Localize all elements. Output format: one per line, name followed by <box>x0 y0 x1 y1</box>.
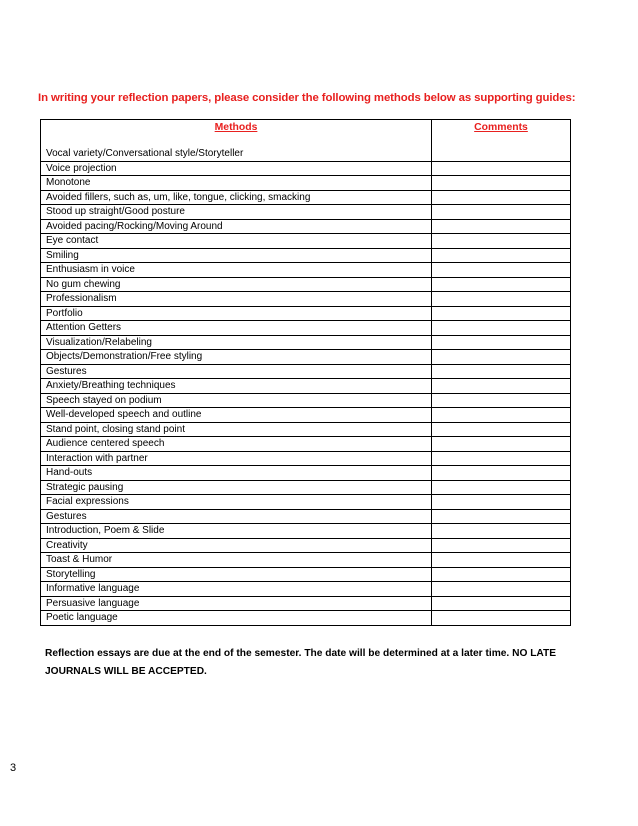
comments-spacer-cell <box>432 135 571 147</box>
method-cell: Creativity <box>41 538 432 553</box>
due-date-note: Reflection essays are due at the end of the semester. The date will be determined at a later time. NO LATE JOURNALS WILL BE ACCEPTED. <box>45 648 557 677</box>
table-header-row <box>41 120 571 136</box>
comment-cell[interactable] <box>432 321 571 336</box>
comment-cell[interactable] <box>432 277 571 292</box>
table-row <box>41 611 571 626</box>
method-cell: Stand point, closing stand point <box>41 422 432 437</box>
table-row <box>41 596 571 611</box>
comment-cell[interactable] <box>432 234 571 249</box>
table-row <box>41 451 571 466</box>
table-row <box>41 147 571 161</box>
comment-cell[interactable] <box>432 364 571 379</box>
method-cell: No gum chewing <box>41 277 432 292</box>
comment-cell[interactable] <box>432 379 571 394</box>
table-row <box>41 161 571 176</box>
comment-cell[interactable] <box>432 509 571 524</box>
page-number: 3 <box>10 762 17 774</box>
method-cell: Stood up straight/Good posture <box>41 205 432 220</box>
method-cell: Anxiety/Breathing techniques <box>41 379 432 394</box>
method-cell: Interaction with partner <box>41 451 432 466</box>
table-row <box>41 306 571 321</box>
comment-cell[interactable] <box>432 176 571 191</box>
method-cell: Enthusiasm in voice <box>41 263 432 278</box>
comment-cell[interactable] <box>432 205 571 220</box>
table-row <box>41 480 571 495</box>
method-cell: Visualization/Relabeling <box>41 335 432 350</box>
table-row <box>41 321 571 336</box>
method-cell: Avoided fillers, such as, um, like, tongue, clicking, smacking <box>41 190 432 205</box>
method-cell: Persuasive language <box>41 596 432 611</box>
table-row <box>41 422 571 437</box>
table-row <box>41 277 571 292</box>
comment-cell[interactable] <box>432 190 571 205</box>
method-cell: Monotone <box>41 176 432 191</box>
table-row <box>41 408 571 423</box>
method-cell: Storytelling <box>41 567 432 582</box>
table-row <box>41 292 571 307</box>
method-cell: Vocal variety/Conversational style/Storyteller <box>41 147 432 161</box>
comment-cell[interactable] <box>432 422 571 437</box>
comment-cell[interactable] <box>432 538 571 553</box>
table-row <box>41 263 571 278</box>
comment-cell[interactable] <box>432 553 571 568</box>
table-row <box>41 582 571 597</box>
method-cell: Portfolio <box>41 306 432 321</box>
method-cell: Speech stayed on podium <box>41 393 432 408</box>
comment-cell[interactable] <box>432 248 571 263</box>
table-row <box>41 466 571 481</box>
table-row <box>41 234 571 249</box>
comment-cell[interactable] <box>432 437 571 452</box>
table-row <box>41 176 571 191</box>
method-cell: Introduction, Poem & Slide <box>41 524 432 539</box>
table-row <box>41 524 571 539</box>
table-row <box>41 219 571 234</box>
method-cell: Objects/Demonstration/Free styling <box>41 350 432 365</box>
table-row <box>41 567 571 582</box>
comment-cell[interactable] <box>432 480 571 495</box>
comment-cell[interactable] <box>432 611 571 626</box>
method-cell: Gestures <box>41 509 432 524</box>
table-row <box>41 335 571 350</box>
methods-spacer-cell <box>41 135 432 147</box>
method-cell: Well-developed speech and outline <box>41 408 432 423</box>
comments-column-header: Comments <box>432 120 571 136</box>
comment-cell[interactable] <box>432 335 571 350</box>
method-cell: Hand-outs <box>41 466 432 481</box>
table-row <box>41 379 571 394</box>
header-spacer-row <box>41 135 571 147</box>
method-cell: Strategic pausing <box>41 480 432 495</box>
table-row <box>41 437 571 452</box>
table-row <box>41 205 571 220</box>
method-cell: Toast & Humor <box>41 553 432 568</box>
method-cell: Professionalism <box>41 292 432 307</box>
method-cell: Audience centered speech <box>41 437 432 452</box>
table-row <box>41 509 571 524</box>
comment-cell[interactable] <box>432 393 571 408</box>
table-row <box>41 364 571 379</box>
comment-cell[interactable] <box>432 350 571 365</box>
method-cell: Smiling <box>41 248 432 263</box>
method-cell: Informative language <box>41 582 432 597</box>
method-cell: Eye contact <box>41 234 432 249</box>
method-cell: Gestures <box>41 364 432 379</box>
comment-cell[interactable] <box>432 567 571 582</box>
method-cell: Attention Getters <box>41 321 432 336</box>
table-row <box>41 553 571 568</box>
table-row <box>41 538 571 553</box>
comment-cell[interactable] <box>432 161 571 176</box>
comment-cell[interactable] <box>432 292 571 307</box>
comment-cell[interactable] <box>432 524 571 539</box>
method-cell: Facial expressions <box>41 495 432 510</box>
method-cell: Avoided pacing/Rocking/Moving Around <box>41 219 432 234</box>
comment-cell[interactable] <box>432 219 571 234</box>
methods-table <box>40 119 571 626</box>
comment-cell[interactable] <box>432 466 571 481</box>
comment-cell[interactable] <box>432 306 571 321</box>
comment-cell[interactable] <box>432 408 571 423</box>
table-row <box>41 190 571 205</box>
comment-cell[interactable] <box>432 582 571 597</box>
comment-cell[interactable] <box>432 147 571 161</box>
comment-cell[interactable] <box>432 263 571 278</box>
table-row <box>41 393 571 408</box>
table-row <box>41 248 571 263</box>
comment-cell[interactable] <box>432 451 571 466</box>
method-cell: Poetic language <box>41 611 432 626</box>
table-row <box>41 495 571 510</box>
comment-cell[interactable] <box>432 495 571 510</box>
comment-cell[interactable] <box>432 596 571 611</box>
table-row <box>41 350 571 365</box>
method-cell: Voice projection <box>41 161 432 176</box>
methods-column-header: Methods <box>41 120 432 136</box>
instruction-heading: In writing your reflection papers, please consider the following methods below as supporting guides: <box>38 92 576 104</box>
